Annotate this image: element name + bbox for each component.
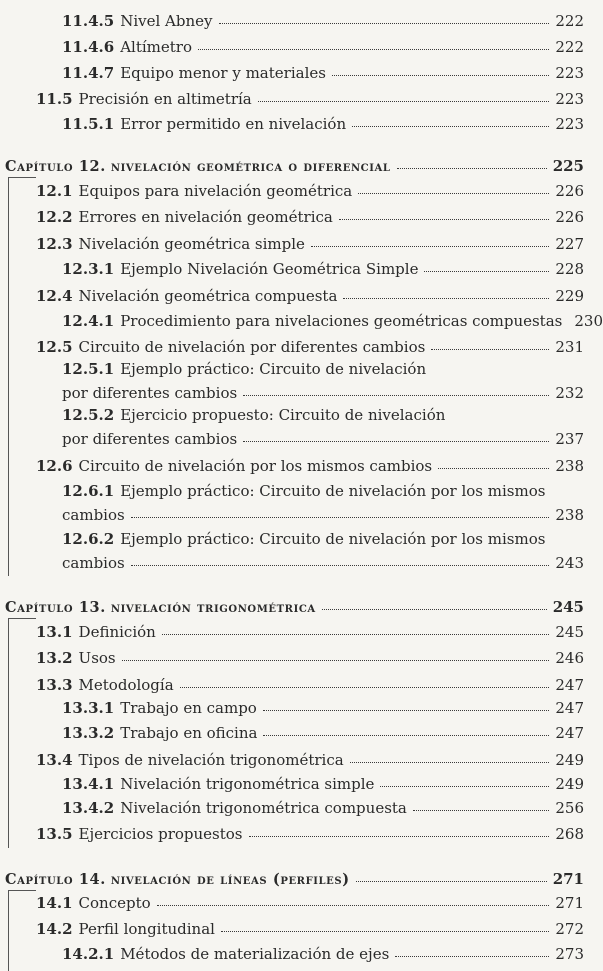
dot-leader [358, 179, 549, 194]
entry-page: 237 [555, 430, 584, 448]
chapter-label: Capítulo 14. [5, 871, 106, 888]
entry-number: 13.2 [36, 649, 73, 667]
entry-page: 232 [555, 384, 584, 402]
entry-page: 238 [555, 457, 584, 475]
entry-number: 13.5 [36, 825, 73, 843]
chapter-title: nivelación geométrica o diferencial [110, 158, 391, 175]
entry-title: Circuito de nivelación por diferentes cambios [78, 338, 426, 356]
dot-leader [122, 646, 550, 661]
entry-number: 13.3 [36, 676, 73, 694]
entry-title: Nivelación geométrica compuesta [78, 287, 338, 305]
entry-title: Error permitido en nivelación [120, 115, 347, 133]
chapter-page: 271 [552, 870, 584, 888]
dot-leader [380, 772, 549, 787]
entry-number: 12.6.1 [62, 482, 115, 500]
entry-page: 247 [555, 676, 584, 694]
entry-page: 231 [555, 338, 584, 356]
entry-title: Ejemplo práctico: Circuito de nivelación por los mismos [120, 530, 546, 548]
entry-page: 268 [555, 825, 584, 843]
entry-number: 12.2 [36, 208, 73, 226]
entry-number: 13.4.1 [62, 775, 115, 793]
entry-title: Usos [78, 649, 116, 667]
entry-page: 223 [555, 115, 584, 133]
entry-page: 228 [555, 260, 584, 278]
entry-title: Equipos para nivelación geométrica [78, 182, 353, 200]
dot-leader [162, 620, 550, 635]
entry-page: 229 [555, 287, 584, 305]
entry-number: 11.4.7 [62, 64, 115, 82]
entry-title: Nivelación geométrica simple [78, 235, 305, 253]
entry-number: 14.1 [36, 894, 73, 912]
chapter-page: 245 [552, 598, 584, 616]
entry-page: 271 [555, 894, 584, 912]
dot-leader [395, 942, 549, 957]
dot-leader [352, 112, 549, 127]
entry-page: 249 [555, 775, 584, 793]
entry-page: 226 [555, 208, 584, 226]
entry-number: 12.6 [36, 457, 73, 475]
entry-title: Precisión en altimetría [78, 90, 252, 108]
entry-title-continued: cambios [62, 554, 125, 572]
entry-number: 11.5 [36, 90, 73, 108]
dot-leader [198, 35, 549, 50]
entry-title: Procedimiento para nivelaciones geométricas compuestas [120, 312, 563, 330]
entry-page: 273 [555, 945, 584, 963]
entry-title: Ejemplo Nivelación Geométrica Simple [120, 260, 419, 278]
entry-title: Circuito de nivelación por los mismos cambios [78, 457, 433, 475]
entry-title-continued: cambios [62, 506, 125, 524]
entry-number: 13.3.1 [62, 699, 115, 717]
dot-leader [263, 696, 550, 711]
entry-title: Tipos de nivelación trigonométrica [78, 751, 344, 769]
dot-leader [431, 335, 549, 350]
entry-number: 14.2 [36, 920, 73, 938]
entry-title: Ejemplo práctico: Circuito de nivelación [120, 360, 427, 378]
entry-title: Metodología [78, 676, 174, 694]
entry-title: Trabajo en oficina [120, 724, 258, 742]
dot-leader [131, 503, 550, 518]
entry-title: Nivel Abney [120, 12, 213, 30]
dot-leader [343, 284, 549, 299]
section-rule [8, 177, 9, 576]
entry-page: 249 [555, 751, 584, 769]
dot-leader [397, 154, 547, 169]
entry-title: Trabajo en campo [120, 699, 257, 717]
entry-number: 11.4.6 [62, 38, 115, 56]
dot-leader [263, 721, 549, 736]
entry-number: 12.4.1 [62, 312, 115, 330]
entry-title: Nivelación trigonométrica compuesta [120, 799, 407, 817]
entry-title: Concepto [78, 894, 151, 912]
entry-page: 243 [555, 554, 584, 572]
entry-title: Ejercicio propuesto: Circuito de nivelación [120, 406, 446, 424]
dot-leader [424, 257, 549, 272]
section-rule [8, 618, 36, 619]
entry-number: 12.5 [36, 338, 73, 356]
entry-page: 227 [555, 235, 584, 253]
entry-number: 11.5.1 [62, 115, 115, 133]
entry-title: Ejercicios propuestos [78, 825, 243, 843]
entry-title: Altímetro [120, 38, 192, 56]
chapter-title: nivelación trigonométrica [110, 599, 316, 616]
entry-number: 13.3.2 [62, 724, 115, 742]
entry-title: Definición [78, 623, 156, 641]
entry-page: 245 [555, 623, 584, 641]
entry-page: 226 [555, 182, 584, 200]
dot-leader [243, 427, 549, 442]
dot-leader [332, 61, 549, 76]
entry-page: 247 [555, 699, 584, 717]
dot-leader [438, 454, 549, 469]
entry-page: 222 [555, 38, 584, 56]
entry-title: Equipo menor y materiales [120, 64, 326, 82]
entry-number: 14.2.1 [62, 945, 115, 963]
dot-leader [413, 796, 549, 811]
chapter-page: 225 [552, 157, 584, 175]
entry-title: Métodos de materialización de ejes [120, 945, 390, 963]
dot-leader [258, 87, 550, 102]
entry-title: Nivelación trigonométrica simple [120, 775, 375, 793]
entry-number: 12.3 [36, 235, 73, 253]
entry-number: 12.4 [36, 287, 73, 305]
section-rule [8, 177, 36, 178]
entry-number: 12.3.1 [62, 260, 115, 278]
entry-page: 230 [574, 312, 603, 330]
entry-title-continued: por diferentes cambios [62, 430, 238, 448]
dot-leader [356, 867, 547, 882]
dot-leader [221, 917, 549, 932]
entry-number: 13.1 [36, 623, 73, 641]
entry-title: Ejemplo práctico: Circuito de nivelación por los mismos [120, 482, 546, 500]
entry-number: 12.5.2 [62, 406, 115, 424]
dot-leader [311, 232, 549, 247]
entry-number: 13.4 [36, 751, 73, 769]
entry-title-continued: por diferentes cambios [62, 384, 238, 402]
dot-leader [131, 551, 550, 566]
entry-page: 223 [555, 90, 584, 108]
chapter-label: Capítulo 13. [5, 599, 106, 616]
entry-page: 246 [555, 649, 584, 667]
entry-title: Errores en nivelación geométrica [78, 208, 333, 226]
entry-number: 11.4.5 [62, 12, 115, 30]
entry-page: 222 [555, 12, 584, 30]
section-rule [8, 890, 9, 971]
dot-leader [339, 205, 550, 220]
entry-number: 12.1 [36, 182, 73, 200]
entry-number: 13.4.2 [62, 799, 115, 817]
entry-number: 12.6.2 [62, 530, 115, 548]
dot-leader [243, 381, 549, 396]
dot-leader [322, 595, 547, 610]
dot-leader [219, 9, 550, 24]
dot-leader [157, 891, 550, 906]
chapter-label: Capítulo 12. [5, 158, 106, 175]
section-rule [8, 618, 9, 848]
entry-page: 256 [555, 799, 584, 817]
chapter-title: nivelación de líneas (perfiles) [110, 871, 350, 888]
dot-leader [180, 673, 550, 688]
dot-leader [249, 822, 550, 837]
entry-page: 238 [555, 506, 584, 524]
entry-number: 12.5.1 [62, 360, 115, 378]
entry-page: 223 [555, 64, 584, 82]
dot-leader [350, 748, 550, 763]
entry-title: Perfil longitudinal [78, 920, 215, 938]
entry-page: 272 [555, 920, 584, 938]
section-rule [8, 890, 36, 891]
entry-page: 247 [555, 724, 584, 742]
